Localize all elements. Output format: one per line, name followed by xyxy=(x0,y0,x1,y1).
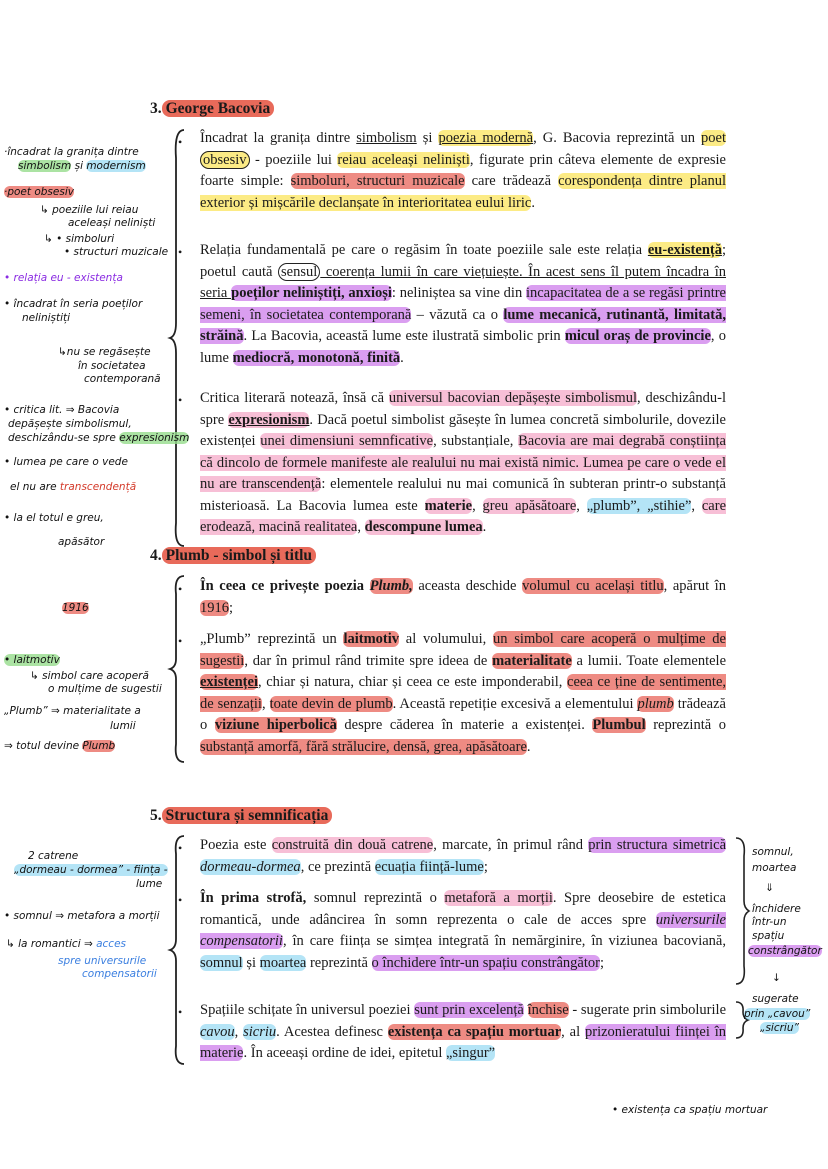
note-el-nu-are: el nu are transcendență xyxy=(10,481,137,493)
note-r-sugerate: sugerate xyxy=(752,993,799,1005)
note-societatea: în societatea xyxy=(78,360,146,372)
paragraph-1: Încadrat la granița dintre simbolism și poezia modernă, G. Bacovia reprezintă un poet obsesiv - poeziile lui reiau aceleași neliniști, figurate prin câteva elemente de expresie foarte simple: simboluri, structuri muzicale care trădează corespondența dintre planul exterior și mișcările declanșate în interioritatea eului liric. xyxy=(200,130,727,211)
note-poeziile: ↳ poeziile lui reiau xyxy=(40,204,139,216)
note-r-inchidere: închidere xyxy=(752,903,801,915)
bullet-marker: • xyxy=(178,893,183,907)
brace-left-section-4 xyxy=(170,574,190,764)
note-lumii: lumii xyxy=(110,720,136,732)
bullet-marker: • xyxy=(178,135,183,149)
paragraph-6: Poezia este construită din două catrene, marcate, în primul rând prin structura simetrică dormeau-dormea, ce prezintă ecuația ființă-lume; xyxy=(200,837,727,875)
note-incadrat: ·încadrat la granița dintre xyxy=(4,146,139,158)
note-totul-devine: ⇒ totul devine Plumb xyxy=(4,740,116,752)
bullet-marker: • xyxy=(178,393,183,407)
bullet-marker: • xyxy=(178,245,183,259)
note-r-spatiu: spațiu xyxy=(752,930,785,942)
note-seria: • încadrat în seria poeților xyxy=(4,298,143,310)
note-lume: lume xyxy=(136,878,163,890)
section-5-heading-text: Structura și semnificația xyxy=(162,807,333,824)
note-r-arrow2: ↓ xyxy=(772,972,781,984)
note-laitmotiv: • laitmotiv xyxy=(4,654,60,666)
paragraph-7: În prima strofă, somnul reprezintă o metaforă a morții. Spre deosebire de estetica romantică, unde adâncirea în somn reprezenta o cale de acces spre universurile compensatorii, în care ființa se simțea integrată în nemărginire, în viziunea bacoviană, somnul și moartea reprezintă o închidere într-un spațiu constrângător; xyxy=(200,890,726,971)
brace-right-section-5 xyxy=(734,836,750,986)
note-depaseste: depășește simbolismul, xyxy=(8,418,132,430)
section-4-title: 4. Plumb - simbol și titlu xyxy=(150,547,316,565)
brace-left-section-3 xyxy=(170,128,190,548)
note-contemporana: contemporană xyxy=(84,373,161,385)
note-poet-obsesiv: ·poet obsesiv xyxy=(4,186,74,198)
note-1916: 1916 xyxy=(62,602,89,614)
bullet-marker: • xyxy=(178,634,183,648)
section-3-title: 3. George Bacovia xyxy=(150,100,274,118)
note-simbol: ↳ simbol care acoperă xyxy=(30,670,149,682)
note-r-cavou: prin „cavou” xyxy=(744,1008,811,1020)
note-romantici: ↳ la romantici ⇒ acces xyxy=(6,938,127,950)
note-materialitate: „Plumb” ⇒ materialitate a xyxy=(4,705,141,717)
note-r-arrow: ⇓ xyxy=(765,882,774,894)
note-catrene: 2 catrene xyxy=(28,850,79,862)
note-somnul: • somnul ⇒ metafora a morții xyxy=(4,910,160,922)
note-universurile: spre universurile xyxy=(58,955,147,967)
paragraph-4: În ceea ce privește poezia Plumb, aceasta deschide volumul cu același titlu, apărut în 1916; xyxy=(200,578,726,616)
note-structuri: • structuri muzicale xyxy=(64,246,169,258)
note-r-intr-un: într-un xyxy=(752,916,787,928)
bullet-marker: • xyxy=(178,841,183,855)
note-compensatorii: compensatorii xyxy=(82,968,157,980)
paragraph-5: „Plumb” reprezintă un laitmotiv al volumului, un simbol care acoperă o mulțime de sugestii, dar în primul rând trimite spre ideea de materialitate a lumii. Toate elementele existenței, chiar și natura, chiar și ceea ce este imponderabil, ceea ce ține de sentimente, de senzații, toate devin de plumb. Această repetiție excesivă a elementului plumb trădează o viziune hiperbolică despre căderea în materie a existenței. Plumbul reprezintă o substanță amorfă, fără strălucire, densă, grea, apăsătoare. xyxy=(200,631,727,755)
paragraph-3: Critica literară notează, însă că universul bacovian depășește simbolismul, deschizându-l spre expresionism. Dacă poetul simbolist găsește în lumea concretă simbolurile, dovezile existenței unei dimensiuni semnficative, substanțiale, Bacovia are mai degrabă conștiința că dincolo de formele manifeste ale realului nu mai există nimic. Lumea pe care o vede el nu are transcendență: elementele realului nu mai comunică în subteran printr-o substanță misterioasă. La Bacovia lumea este materie, greu apăsătoare, „plumb”, „stihie”, care erodează, macină realitatea, descompune lumea. xyxy=(200,390,727,535)
note-r-moartea: moartea xyxy=(752,862,797,874)
note-nu-se-regaseste: ↳nu se regăsește xyxy=(58,346,151,358)
note-simbolism: simbolism și modernism xyxy=(18,160,146,172)
section-5-title: 5. Structura și semnificația xyxy=(150,807,332,825)
note-critica: • critica lit. ⇒ Bacovia xyxy=(4,404,120,416)
note-r-constrangator: constrângător xyxy=(748,945,822,957)
note-apasator: apăsător xyxy=(58,536,105,548)
note-relatia: • relația eu - existența xyxy=(4,272,123,284)
section-3-heading-text: George Bacovia xyxy=(162,100,275,117)
note-greu: • la el totul e greu, xyxy=(4,512,104,524)
section-4-heading-text: Plumb - simbol și titlu xyxy=(162,547,316,564)
note-deschizandu: deschizându-se spre expresionism xyxy=(8,432,190,444)
bullet-marker: • xyxy=(178,582,183,596)
brace-left-section-5 xyxy=(170,834,190,1066)
note-nelinistiti: neliniștiți xyxy=(22,312,71,324)
note-nelinisti: aceleași neliniști xyxy=(68,217,156,229)
note-multime: o mulțime de sugestii xyxy=(48,683,162,695)
bullet-marker: • xyxy=(178,1005,183,1019)
note-r-somnul: somnul, xyxy=(752,846,794,858)
note-lumea: • lumea pe care o vede xyxy=(4,456,128,468)
note-simboluri: ↳ • simboluri xyxy=(44,233,115,245)
note-dormeau: „dormeau - dormea” - ființa - xyxy=(14,864,168,876)
note-existenta-mortuar: • existența ca spațiu mortuar xyxy=(612,1104,768,1116)
note-r-sicriu: „sicriu” xyxy=(760,1022,799,1034)
paragraph-2: Relația fundamentală pe care o regăsim în toate poeziile sale este relația eu-existență; poetul caută sensul coerența lumii în care viețuiește. În acest sens îl putem încadra în seria poeților neliniștiți, anxioși: neliniștea sa vine din incapacitatea de a se regăsi printre semeni, în societatea contemporană – văzută ca o lume mecanică, rutinantă, limitată, străină. La Bacovia, această lume este ilustrată simbolic prin micul oraș de provincie, o lume mediocră, monotonă, finită. xyxy=(200,242,726,366)
paragraph-8: Spațiile schițate în universul poeziei sunt prin excelență închise - sugerate prin simbolurile cavou, sicriu. Acestea definesc existența ca spațiu mortuar, al prizonieratului ființei în materie. În aceeași ordine de idei, epitetul „singur” xyxy=(200,1002,727,1061)
